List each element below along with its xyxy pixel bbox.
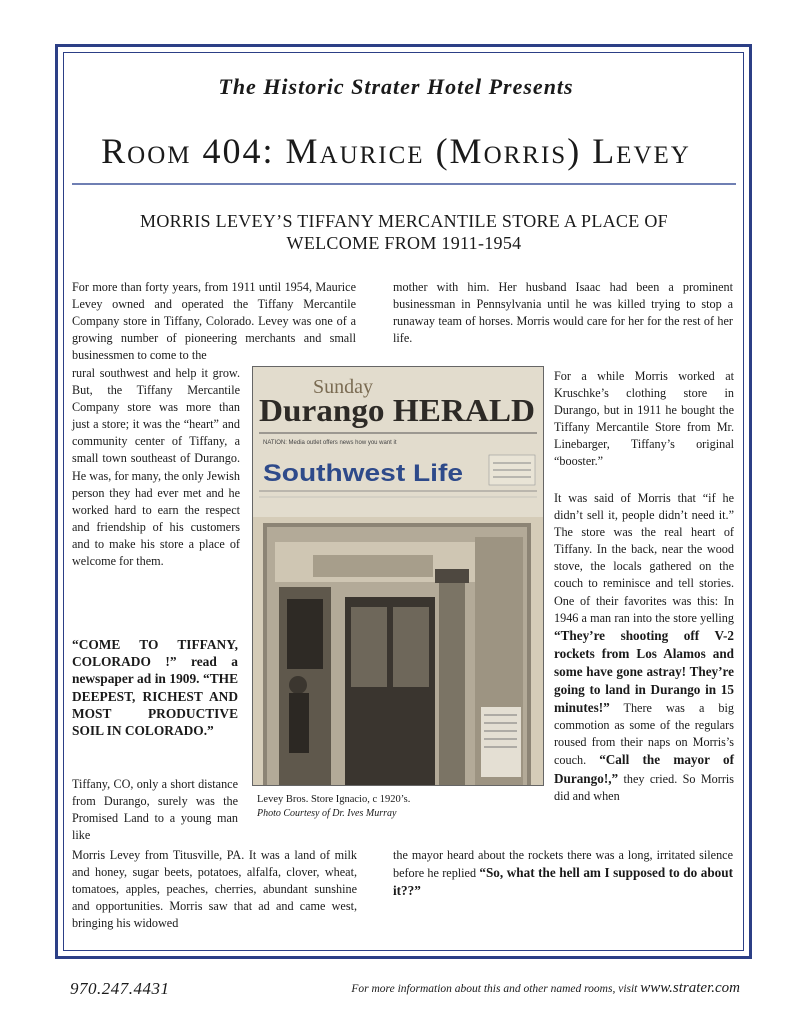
title-rule bbox=[72, 183, 736, 185]
col2-p5-text: they cried. So Morris did and when bbox=[554, 771, 735, 803]
phone-number: 970.247.4431 bbox=[70, 979, 170, 998]
website-link[interactable]: www.strater.com bbox=[640, 980, 740, 996]
subtitle: MORRIS LEVEY’S TIFFANY MERCANTILE STORE A PLACE OF WELCOME FROM 1911-1954 bbox=[140, 211, 668, 253]
newspaper-ad-quote: “COME TO TIFFANY, COLORADO !” read a newspaper ad in 1909. “THE DEEPEST, RICHEST AND MOST PRODUCTIVE SOIL IN COLORADO.” bbox=[72, 637, 238, 739]
section-title: Southwest Life bbox=[263, 460, 463, 487]
col2-p4-text: There was a big commotion as some of the regulars roused from their naps on Morris’s couch. bbox=[554, 701, 734, 768]
page-title: Room 404: Maurice (Morris) Levey bbox=[101, 131, 691, 171]
footer-text: For more information about this and other named rooms, visit bbox=[351, 983, 638, 995]
footer-info bbox=[351, 980, 740, 997]
col2-p6-text: the mayor heard about the rockets there was a long, irritated silence before he replied bbox=[393, 848, 733, 881]
col1-paragraph-1: For more than forty years, from 1911 until 1954, Maurice Levey owned and operated the Tiffany Mercantile Company store in Tiffany, Colorado. Levey was one of a growing number of pioneering merchants and small businessmen to come to the bbox=[72, 280, 356, 363]
col1-paragraph-2-cont: Morris Levey from Titusville, PA. It was a land of milk and honey, sugar beets, potatoes, alfalfa, clover, wheat, tomatoes, apples, peaches, cherries, abundant sunshine and opportunities. Morris saw that ad and came west, bringing his widowed bbox=[72, 848, 357, 931]
col1-paragraph-1-cont: rural southwest and help it grow. But, the Tiffany Mercantile Company store was more than just a store; it was the “heart” and community center of Tiffany, a small town southeast of Durango. He was, for many, the only Jewish person they had ever met and he worked hard to earn the respect and friendship of his customers and to make his store a place of welcome for them. bbox=[72, 366, 240, 569]
col2-paragraph-3 bbox=[554, 490, 734, 805]
newspaper-photo bbox=[252, 366, 544, 786]
masthead-small: Sunday bbox=[313, 376, 373, 398]
kicker: The Historic Strater Hotel Presents bbox=[218, 74, 574, 99]
col2-p3-text: It was said of Morris that “if he didn’t sell it, people didn’t need it.” The store was the real heart of Tiffany. In the back, near the wood stove, the locals gathered on the couch to reminisce and tell stories. One of their favorites was this: In 1946 a man ran into the store yelling bbox=[554, 491, 734, 625]
rocket-quote: “They’re shooting off V-2 rockets from Los Alamos and some have gone astray! They’re going to land in Durango in 15 minutes!” bbox=[554, 627, 734, 716]
col2-paragraph-4 bbox=[393, 847, 733, 900]
masthead: Durango HERALD bbox=[259, 392, 535, 428]
photo-credit: Photo Courtesy of Dr. Ives Murray bbox=[257, 808, 397, 819]
mayor-quote: “Call the mayor of Durango!,” bbox=[554, 752, 734, 786]
nation-line: NATION: Media outlet offers news how you want it bbox=[263, 440, 397, 446]
mayor-reply-quote: “So, what the hell am I supposed to do about it??” bbox=[393, 865, 733, 899]
col2-paragraph-1: mother with him. Her husband Isaac had been a prominent businessman in Pennsylvania until he was killed trying to stop a runaway team of horses. Morris would care for her for the rest of her life. bbox=[393, 280, 733, 346]
photo-caption: Levey Bros. Store Ignacio, c 1920’s. bbox=[257, 794, 411, 805]
newspaper-photo-art bbox=[253, 367, 543, 785]
col2-paragraph-2: For a while Morris worked at Kruschke’s clothing store in Durango, but in 1911 he bought the Tiffany Mercantile Store from Mr. Linebarger, Tiffany’s original “booster.” bbox=[554, 369, 734, 469]
col1-paragraph-2: Tiffany, CO, only a short distance from Durango, surely was the Promised Land to a young man like bbox=[72, 777, 238, 843]
